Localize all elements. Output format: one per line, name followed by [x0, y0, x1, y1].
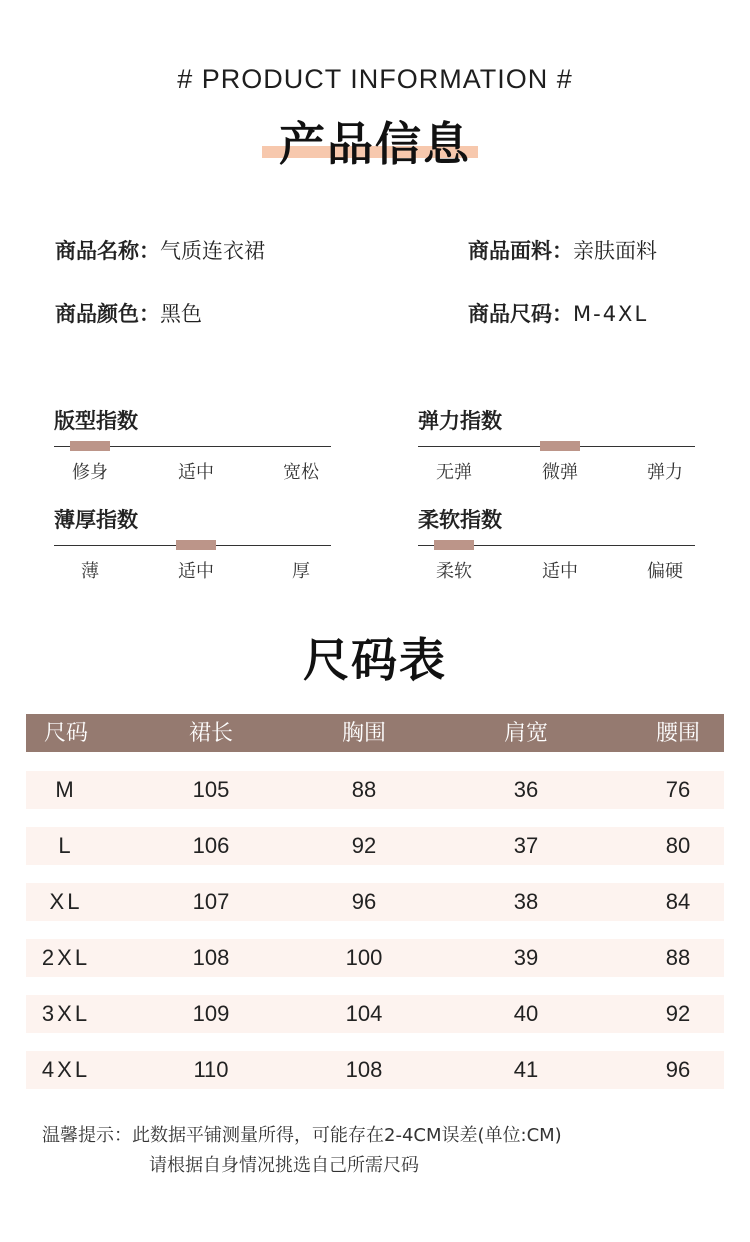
- measurement-cell: 100: [345, 945, 383, 970]
- fit-index-option: 修身: [72, 462, 108, 483]
- measurement-cell: 107: [192, 889, 230, 914]
- size-table-header-cell: 裙长: [188, 721, 233, 746]
- elasticity-index-marker: [540, 441, 580, 451]
- size-table-header-cell: 肩宽: [503, 721, 548, 746]
- measurement-cell: 88: [351, 777, 377, 802]
- fit-index-marker: [70, 441, 110, 451]
- softness-index-option: 适中: [542, 561, 578, 582]
- info-fabric-label: 商品面料：: [468, 239, 573, 263]
- softness-index-marker: [434, 540, 474, 550]
- measurement-cell: 109: [192, 1001, 230, 1026]
- thickness-index-marker: [176, 540, 216, 550]
- measurement-cell: 108: [192, 945, 230, 970]
- info-color-label: 商品颜色：: [55, 302, 160, 326]
- size-table-header-cell: 胸围: [341, 721, 386, 746]
- info-fabric: [468, 235, 657, 265]
- english-section-title: # PRODUCT INFORMATION #: [177, 64, 573, 94]
- measurement-cell: 105: [192, 777, 230, 802]
- info-name: [55, 235, 265, 265]
- info-size: [468, 298, 648, 328]
- size-table-header-cell: 尺码: [43, 721, 88, 746]
- info-fabric-value: 亲肤面料: [573, 239, 657, 263]
- measurement-cell: 92: [665, 1001, 691, 1026]
- size-advice-note: 请根据自身情况挑选自己所需尺码: [149, 1155, 419, 1176]
- info-name-value: 气质连衣裙: [160, 239, 265, 263]
- thickness-index-option: 薄: [81, 561, 99, 582]
- info-color: [55, 298, 202, 328]
- elasticity-index-option: 微弹: [542, 462, 578, 483]
- measurement-cell: 40: [513, 1001, 539, 1026]
- info-name-label: 商品名称：: [55, 239, 160, 263]
- measurement-cell: 104: [345, 1001, 383, 1026]
- softness-index-title: 柔软指数: [418, 508, 502, 532]
- measurement-cell: 39: [513, 945, 539, 970]
- info-color-value: 黑色: [160, 302, 202, 326]
- measurement-cell: 106: [192, 833, 230, 858]
- measurement-cell: 88: [665, 945, 691, 970]
- fit-index-title: 版型指数: [54, 409, 138, 433]
- size-label-cell: M: [55, 777, 77, 802]
- size-label-cell: L: [58, 833, 74, 858]
- section-title: 产品信息: [279, 117, 471, 171]
- size-label-cell: 4XL: [41, 1057, 91, 1082]
- measurement-cell: 80: [665, 833, 691, 858]
- info-size-label: 商品尺码：: [468, 302, 573, 326]
- size-label-cell: XL: [49, 889, 83, 914]
- measurement-cell: 76: [665, 777, 691, 802]
- measurement-cell: 41: [513, 1057, 539, 1082]
- fit-index-option: 适中: [178, 462, 214, 483]
- measurement-cell: 96: [351, 889, 377, 914]
- measurement-cell: 37: [513, 833, 539, 858]
- measurement-cell: 110: [193, 1057, 229, 1082]
- measurement-cell: 96: [665, 1057, 691, 1082]
- thickness-index-title: 薄厚指数: [54, 508, 138, 532]
- elasticity-index-option: 无弹: [436, 462, 472, 483]
- measurement-cell: 92: [351, 833, 377, 858]
- thickness-index-option: 厚: [292, 561, 310, 582]
- measurement-cell: 84: [665, 889, 691, 914]
- softness-index-option: 偏硬: [647, 561, 683, 582]
- fit-index-option: 宽松: [283, 462, 319, 483]
- elasticity-index-option: 弹力: [647, 462, 683, 483]
- thickness-index-option: 适中: [178, 561, 214, 582]
- elasticity-index-title: 弹力指数: [418, 409, 502, 433]
- measurement-cell: 36: [513, 777, 539, 802]
- softness-index-option: 柔软: [436, 561, 472, 582]
- measurement-cell: 108: [345, 1057, 383, 1082]
- measurement-cell: 38: [513, 889, 539, 914]
- size-table-title: 尺码表: [303, 633, 447, 687]
- size-label-cell: 3XL: [41, 1001, 91, 1026]
- info-size-value: M-4XL: [573, 302, 649, 326]
- measurement-note: 温馨提示：此数据平铺测量所得，可能存在2-4CM误差(单位:CM): [42, 1125, 562, 1146]
- size-table-header-cell: 腰围: [655, 721, 700, 746]
- size-label-cell: 2XL: [41, 945, 91, 970]
